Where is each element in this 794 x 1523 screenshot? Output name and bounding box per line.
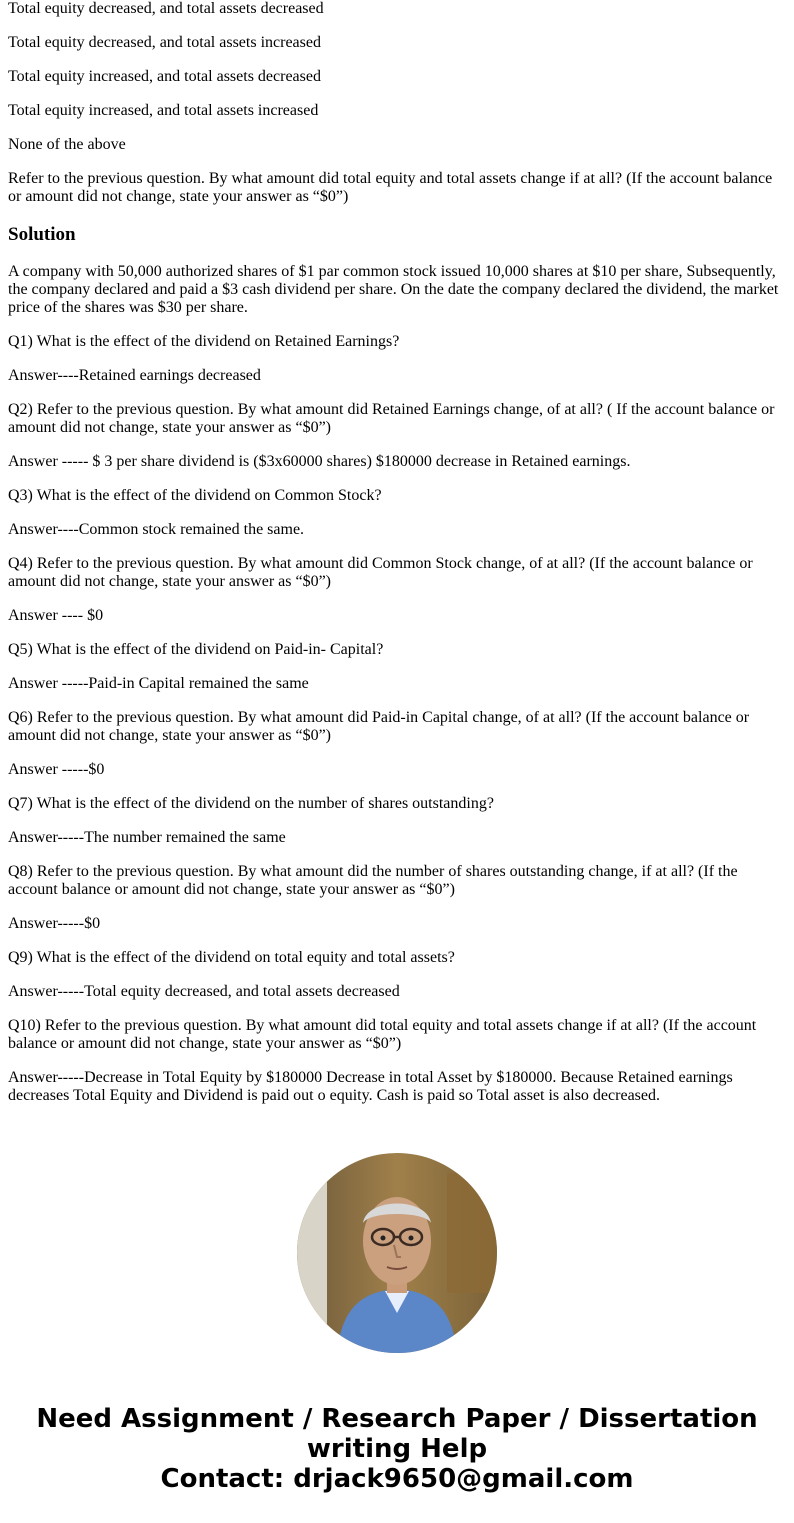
q3-question: Q3) What is the effect of the dividend on Common Stock? (8, 487, 382, 504)
author-avatar (297, 1153, 497, 1353)
q8-question: Q8) Refer to the previous question. By what amount did the number of shares outstanding change, if at all? (If the account balance or amount did not change, state your answer as “$0”) (8, 863, 738, 898)
q9-question: Q9) What is the effect of the dividend on total equity and total assets? (8, 949, 455, 966)
footer-help-text: Need Assignment / Research Paper / Dissertation writing Help (36, 1404, 758, 1464)
q4-answer: Answer ---- $0 (8, 607, 104, 624)
q1-question: Q1) What is the effect of the dividend on Retained Earnings? (8, 333, 400, 350)
solution-heading: Solution (8, 224, 76, 245)
q4-question: Q4) Refer to the previous question. By what amount did Common Stock change, of at all? (If the account balance or amount did not change, state your answer as “$0”) (8, 555, 753, 590)
q10-question: Q10) Refer to the previous question. By what amount did total equity and total assets change if at all? (If the account balance or amount did not change, state your answer as “$0”) (8, 1017, 757, 1052)
option-5: None of the above (8, 136, 126, 153)
q6-answer: Answer -----$0 (8, 761, 105, 778)
q10-answer: Answer-----Decrease in Total Equity by $180000 Decrease in total Asset by $180000. Because Retained earnings decreases Total Equity and Dividend is paid out o equity. Cash is paid so Total asset is also decreased. (8, 1069, 733, 1104)
option-4: Total equity increased, and total assets increased (8, 102, 319, 119)
q9-answer: Answer-----Total equity decreased, and total assets decreased (8, 983, 400, 1000)
q3-answer: Answer----Common stock remained the same. (8, 521, 305, 538)
solution-intro: A company with 50,000 authorized shares of $1 par common stock issued 10,000 shares at $10 per share, Subsequently, the company declared and paid a $3 cash dividend per share. On the date the company declared the dividend, the market price of the shares was $30 per share. (8, 263, 779, 316)
q5-question: Q5) What is the effect of the dividend on Paid-in- Capital? (8, 641, 384, 658)
option-1: Total equity decreased, and total assets decreased (8, 0, 324, 17)
author-photo-illustration (297, 1153, 497, 1353)
q2-question: Q2) Refer to the previous question. By what amount did Retained Earnings change, of at all? ( If the account balance or amount did not change, state your answer as “$0”) (8, 401, 775, 436)
footer-banner (0, 1404, 794, 1494)
q1-answer: Answer----Retained earnings decreased (8, 367, 261, 384)
solution-body (8, 263, 780, 1105)
option-2: Total equity decreased, and total assets increased (8, 34, 321, 51)
followup-question: Refer to the previous question. By what amount did total equity and total assets change if at all? (If the account balance or amount did not change, state your answer as “$0”) (8, 170, 773, 205)
q6-question: Q6) Refer to the previous question. By what amount did Paid-in Capital change, of at all? (If the account balance or amount did not change, state your answer as “$0”) (8, 709, 750, 744)
document-body (8, 0, 780, 1121)
q7-question: Q7) What is the effect of the dividend on the number of shares outstanding? (8, 795, 494, 812)
q8-answer: Answer-----$0 (8, 915, 101, 932)
footer-contact-email[interactable]: Contact: drjack9650@gmail.com (160, 1464, 634, 1494)
option-3: Total equity increased, and total assets decreased (8, 68, 321, 85)
q7-answer: Answer-----The number remained the same (8, 829, 286, 846)
q5-answer: Answer -----Paid-in Capital remained the same (8, 675, 309, 692)
question-options (8, 0, 780, 154)
q2-answer: Answer ----- $ 3 per share dividend is ($3x60000 shares) $180000 decrease in Retained earnings. (8, 453, 631, 470)
